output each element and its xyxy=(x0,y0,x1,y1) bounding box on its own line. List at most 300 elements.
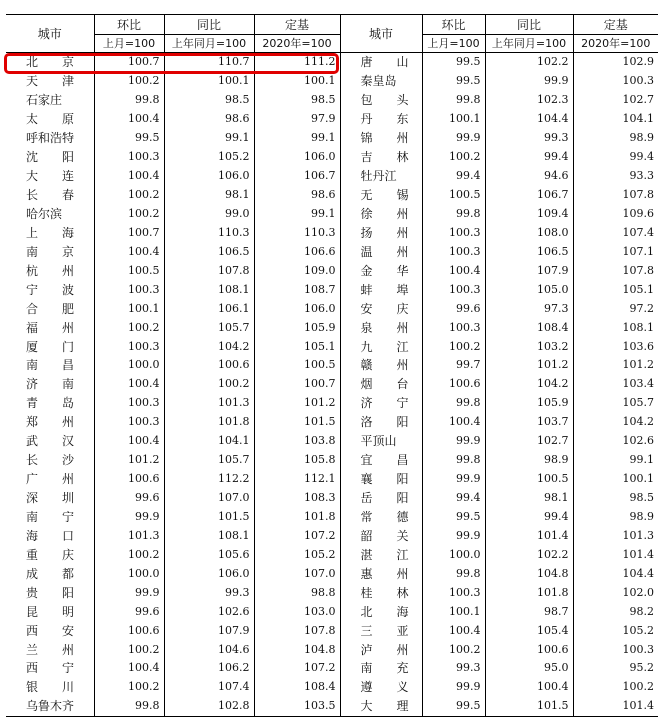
fixed-base-value-cell: 107.8 xyxy=(573,261,658,280)
mom-value-cell: 100.4 xyxy=(94,242,164,261)
city-name-cell: 重 庆 xyxy=(26,547,75,562)
table-row xyxy=(6,129,658,148)
yoy-value-cell: 101.3 xyxy=(164,394,254,413)
table-row xyxy=(6,318,658,337)
fixed-base-value-cell: 98.5 xyxy=(254,91,340,110)
city-column-header-left: 城市 xyxy=(6,15,94,53)
city-name-cell: 太 原 xyxy=(26,112,75,127)
mom-value-cell: 99.5 xyxy=(422,53,485,72)
city-name-cell: 金 华 xyxy=(340,261,422,280)
fixed-base-value-cell: 104.2 xyxy=(573,413,658,432)
fixed-base-value-cell: 100.1 xyxy=(573,470,658,489)
fixed-base-value-cell: 105.1 xyxy=(254,337,340,356)
price-index-table-container xyxy=(6,14,658,717)
table-row xyxy=(6,205,658,224)
table-row xyxy=(6,356,658,375)
yoy-subheader-left: 上年同月=100 xyxy=(164,35,254,53)
table-row xyxy=(6,394,658,413)
city-name-cell: 徐 州 xyxy=(340,205,422,224)
fixed-base-subheader-left: 2020年=100 xyxy=(254,35,340,53)
mom-value-cell: 100.3 xyxy=(94,413,164,432)
mom-value-cell: 99.9 xyxy=(94,583,164,602)
table-row xyxy=(6,508,658,527)
yoy-value-cell: 103.7 xyxy=(485,413,573,432)
mom-value-cell: 101.3 xyxy=(94,526,164,545)
fixed-base-value-cell: 100.2 xyxy=(573,678,658,697)
city-name-cell: 惠 州 xyxy=(340,564,422,583)
city-name-cell: 上 海 xyxy=(26,225,75,240)
yoy-value-cell: 98.5 xyxy=(164,91,254,110)
city-name-cell: 丹 东 xyxy=(340,110,422,129)
fixed-base-value-cell: 106.0 xyxy=(254,148,340,167)
mom-value-cell: 100.2 xyxy=(422,148,485,167)
city-name-cell: 宁 波 xyxy=(26,282,75,297)
city-name-cell: 宜 昌 xyxy=(340,451,422,470)
fixed-base-value-cell: 98.9 xyxy=(573,508,658,527)
yoy-value-cell: 102.2 xyxy=(485,53,573,72)
city-name-cell: 南 京 xyxy=(26,244,75,259)
yoy-value-cell: 105.7 xyxy=(164,318,254,337)
fixed-base-value-cell: 105.9 xyxy=(254,318,340,337)
city-name-cell: 秦皇岛 xyxy=(340,72,422,91)
city-name-cell: 三 亚 xyxy=(340,621,422,640)
mom-value-cell: 99.3 xyxy=(422,659,485,678)
fixed-base-subheader-right: 2020年=100 xyxy=(573,35,658,53)
city-name-cell: 南 充 xyxy=(340,659,422,678)
city-name-cell: 韶 关 xyxy=(340,526,422,545)
yoy-value-cell: 100.5 xyxy=(485,470,573,489)
yoy-value-cell: 107.9 xyxy=(164,621,254,640)
yoy-value-cell: 102.7 xyxy=(485,432,573,451)
table-row xyxy=(6,72,658,91)
fixed-base-value-cell: 107.2 xyxy=(254,526,340,545)
yoy-value-cell: 104.4 xyxy=(485,110,573,129)
fixed-base-value-cell: 97.2 xyxy=(573,299,658,318)
city-name-cell: 海 口 xyxy=(26,528,75,543)
city-name-cell: 南 昌 xyxy=(26,358,75,373)
fixed-base-value-cell: 108.1 xyxy=(573,318,658,337)
mom-value-cell: 100.4 xyxy=(94,659,164,678)
city-name-cell: 岳 阳 xyxy=(340,489,422,508)
yoy-value-cell: 110.7 xyxy=(164,53,254,72)
mom-value-cell: 99.8 xyxy=(94,91,164,110)
yoy-value-cell: 105.7 xyxy=(164,451,254,470)
yoy-value-cell: 108.1 xyxy=(164,280,254,299)
fixed-base-value-cell: 111.2 xyxy=(254,53,340,72)
fixed-base-value-cell: 97.9 xyxy=(254,110,340,129)
mom-value-cell: 99.5 xyxy=(422,508,485,527)
yoy-value-cell: 100.1 xyxy=(164,72,254,91)
fixed-base-value-cell: 101.2 xyxy=(254,394,340,413)
yoy-value-cell: 99.3 xyxy=(164,583,254,602)
fixed-base-value-cell: 102.7 xyxy=(573,91,658,110)
yoy-value-cell: 100.2 xyxy=(164,375,254,394)
city-name-cell: 兰 州 xyxy=(26,642,75,657)
mom-header-right: 环比 xyxy=(422,15,485,35)
city-name-cell: 扬 州 xyxy=(340,223,422,242)
fixed-base-value-cell: 103.5 xyxy=(254,697,340,716)
mom-value-cell: 99.9 xyxy=(94,508,164,527)
yoy-value-cell: 98.1 xyxy=(164,186,254,205)
fixed-base-value-cell: 103.4 xyxy=(573,375,658,394)
city-name-cell: 泉 州 xyxy=(340,318,422,337)
table-body xyxy=(6,53,658,717)
table-row xyxy=(6,261,658,280)
fixed-base-value-cell: 101.8 xyxy=(254,508,340,527)
mom-value-cell: 100.0 xyxy=(422,545,485,564)
mom-value-cell: 99.6 xyxy=(94,489,164,508)
mom-value-cell: 100.3 xyxy=(94,394,164,413)
table-row xyxy=(6,299,658,318)
fixed-base-value-cell: 99.1 xyxy=(254,129,340,148)
table-row xyxy=(6,621,658,640)
fixed-base-value-cell: 102.6 xyxy=(573,432,658,451)
table-row xyxy=(6,223,658,242)
city-name-cell: 广 州 xyxy=(26,472,75,487)
fixed-base-value-cell: 100.7 xyxy=(254,375,340,394)
mom-value-cell: 99.8 xyxy=(422,91,485,110)
mom-value-cell: 100.2 xyxy=(94,205,164,224)
city-name-cell: 武 汉 xyxy=(26,434,75,449)
mom-value-cell: 100.4 xyxy=(94,432,164,451)
city-name-cell: 桂 林 xyxy=(340,583,422,602)
yoy-value-cell: 100.6 xyxy=(485,640,573,659)
mom-value-cell: 100.3 xyxy=(422,280,485,299)
table-row xyxy=(6,526,658,545)
yoy-value-cell: 104.8 xyxy=(485,564,573,583)
yoy-value-cell: 100.6 xyxy=(164,356,254,375)
fixed-base-value-cell: 107.0 xyxy=(254,564,340,583)
fixed-base-value-cell: 107.4 xyxy=(573,223,658,242)
fixed-base-value-cell: 93.3 xyxy=(573,167,658,186)
fixed-base-value-cell: 101.3 xyxy=(573,526,658,545)
city-name-cell: 牡丹江 xyxy=(340,167,422,186)
fixed-base-value-cell: 107.8 xyxy=(254,621,340,640)
fixed-base-value-cell: 98.6 xyxy=(254,186,340,205)
mom-value-cell: 101.2 xyxy=(94,451,164,470)
yoy-value-cell: 107.8 xyxy=(164,261,254,280)
yoy-value-cell: 106.2 xyxy=(164,659,254,678)
mom-value-cell: 100.2 xyxy=(94,186,164,205)
fixed-base-value-cell: 105.7 xyxy=(573,394,658,413)
yoy-value-cell: 105.9 xyxy=(485,394,573,413)
yoy-value-cell: 95.0 xyxy=(485,659,573,678)
price-index-table xyxy=(6,14,658,717)
fixed-base-value-cell: 103.6 xyxy=(573,337,658,356)
mom-value-cell: 100.0 xyxy=(94,564,164,583)
mom-value-cell: 100.4 xyxy=(94,167,164,186)
city-name-cell: 赣 州 xyxy=(340,356,422,375)
city-name-cell: 大 理 xyxy=(340,697,422,716)
city-name-cell: 天 津 xyxy=(26,74,75,89)
fixed-base-value-cell: 106.0 xyxy=(254,299,340,318)
yoy-value-cell: 98.9 xyxy=(485,451,573,470)
mom-header-left: 环比 xyxy=(94,15,164,35)
yoy-value-cell: 105.2 xyxy=(164,148,254,167)
city-name-cell: 襄 阳 xyxy=(340,470,422,489)
city-name-cell: 乌鲁木齐 xyxy=(6,697,94,716)
mom-value-cell: 99.4 xyxy=(422,489,485,508)
mom-value-cell: 99.6 xyxy=(94,602,164,621)
yoy-value-cell: 106.7 xyxy=(485,186,573,205)
fixed-base-value-cell: 105.8 xyxy=(254,451,340,470)
yoy-value-cell: 104.1 xyxy=(164,432,254,451)
fixed-base-value-cell: 105.2 xyxy=(254,545,340,564)
fixed-base-value-cell: 101.5 xyxy=(254,413,340,432)
yoy-value-cell: 101.8 xyxy=(485,583,573,602)
table-row xyxy=(6,280,658,299)
fixed-base-value-cell: 101.4 xyxy=(573,545,658,564)
city-name-cell: 北 海 xyxy=(340,602,422,621)
mom-value-cell: 100.1 xyxy=(94,299,164,318)
fixed-base-value-cell: 108.4 xyxy=(254,678,340,697)
mom-value-cell: 100.3 xyxy=(422,242,485,261)
mom-value-cell: 100.2 xyxy=(94,678,164,697)
mom-value-cell: 100.5 xyxy=(94,261,164,280)
city-name-cell: 福 州 xyxy=(26,320,75,335)
city-name-cell: 长 春 xyxy=(26,188,75,203)
mom-value-cell: 100.4 xyxy=(94,110,164,129)
yoy-value-cell: 99.4 xyxy=(485,148,573,167)
mom-value-cell: 100.4 xyxy=(422,413,485,432)
mom-value-cell: 100.3 xyxy=(94,337,164,356)
city-name-cell: 杭 州 xyxy=(26,263,75,278)
yoy-value-cell: 105.0 xyxy=(485,280,573,299)
fixed-base-value-cell: 100.3 xyxy=(573,640,658,659)
table-row xyxy=(6,148,658,167)
mom-subheader-left: 上月=100 xyxy=(94,35,164,53)
city-name-cell: 蚌 埠 xyxy=(340,280,422,299)
yoy-value-cell: 99.3 xyxy=(485,129,573,148)
yoy-value-cell: 102.8 xyxy=(164,697,254,716)
fixed-base-value-cell: 108.7 xyxy=(254,280,340,299)
yoy-value-cell: 106.1 xyxy=(164,299,254,318)
table-row xyxy=(6,432,658,451)
yoy-value-cell: 101.5 xyxy=(485,697,573,716)
fixed-base-value-cell: 106.6 xyxy=(254,242,340,261)
beijing-row-highlight xyxy=(4,53,339,74)
fixed-base-value-cell: 104.1 xyxy=(573,110,658,129)
table-row xyxy=(6,564,658,583)
yoy-value-cell: 99.0 xyxy=(164,205,254,224)
city-name-cell: 吉 林 xyxy=(340,148,422,167)
mom-value-cell: 100.1 xyxy=(422,602,485,621)
yoy-value-cell: 106.5 xyxy=(485,242,573,261)
table-row xyxy=(6,186,658,205)
fixed-base-value-cell: 102.9 xyxy=(573,53,658,72)
table-row xyxy=(6,697,658,716)
mom-value-cell: 99.9 xyxy=(422,526,485,545)
fixed-base-value-cell: 103.8 xyxy=(254,432,340,451)
city-name-cell: 银 川 xyxy=(26,680,75,695)
fixed-base-header-right: 定基 xyxy=(573,15,658,35)
mom-value-cell: 100.2 xyxy=(94,318,164,337)
city-name-cell: 洛 阳 xyxy=(340,413,422,432)
mom-value-cell: 100.4 xyxy=(422,621,485,640)
mom-value-cell: 100.7 xyxy=(94,223,164,242)
yoy-value-cell: 101.5 xyxy=(164,508,254,527)
fixed-base-value-cell: 105.1 xyxy=(573,280,658,299)
fixed-base-value-cell: 101.4 xyxy=(573,697,658,716)
city-name-cell: 安 庆 xyxy=(340,299,422,318)
mom-subheader-right: 上月=100 xyxy=(422,35,485,53)
mom-value-cell: 99.9 xyxy=(422,470,485,489)
yoy-value-cell: 103.2 xyxy=(485,337,573,356)
yoy-value-cell: 104.2 xyxy=(485,375,573,394)
yoy-value-cell: 98.6 xyxy=(164,110,254,129)
yoy-value-cell: 102.2 xyxy=(485,545,573,564)
table-row xyxy=(6,602,658,621)
fixed-base-value-cell: 101.2 xyxy=(573,356,658,375)
fixed-base-value-cell: 105.2 xyxy=(573,621,658,640)
yoy-value-cell: 102.3 xyxy=(485,91,573,110)
city-name-cell: 呼和浩特 xyxy=(26,131,75,146)
yoy-value-cell: 100.4 xyxy=(485,678,573,697)
city-name-cell: 泸 州 xyxy=(340,640,422,659)
yoy-value-cell: 105.6 xyxy=(164,545,254,564)
table-row xyxy=(6,583,658,602)
table-row xyxy=(6,91,658,110)
yoy-value-cell: 98.1 xyxy=(485,489,573,508)
yoy-header-left: 同比 xyxy=(164,15,254,35)
mom-value-cell: 100.6 xyxy=(94,621,164,640)
mom-value-cell: 100.5 xyxy=(422,186,485,205)
table-row xyxy=(6,640,658,659)
fixed-base-value-cell: 98.2 xyxy=(573,602,658,621)
city-name-cell: 锦 州 xyxy=(340,129,422,148)
city-name-cell: 南 宁 xyxy=(26,509,75,524)
fixed-base-header-left: 定基 xyxy=(254,15,340,35)
mom-value-cell: 99.6 xyxy=(422,299,485,318)
mom-value-cell: 100.2 xyxy=(94,640,164,659)
yoy-value-cell: 101.2 xyxy=(485,356,573,375)
fixed-base-value-cell: 108.3 xyxy=(254,489,340,508)
mom-value-cell: 99.9 xyxy=(422,432,485,451)
yoy-value-cell: 101.8 xyxy=(164,413,254,432)
city-name-cell: 温 州 xyxy=(340,242,422,261)
city-name-cell: 郑 州 xyxy=(26,415,75,430)
fixed-base-value-cell: 102.0 xyxy=(573,583,658,602)
table-row xyxy=(6,659,658,678)
table-row xyxy=(6,489,658,508)
fixed-base-value-cell: 110.3 xyxy=(254,223,340,242)
yoy-value-cell: 105.4 xyxy=(485,621,573,640)
city-name-cell: 唐 山 xyxy=(340,53,422,72)
table-row xyxy=(6,242,658,261)
yoy-value-cell: 106.5 xyxy=(164,242,254,261)
mom-value-cell: 100.3 xyxy=(94,280,164,299)
yoy-value-cell: 110.3 xyxy=(164,223,254,242)
fixed-base-value-cell: 107.8 xyxy=(573,186,658,205)
city-name-cell: 沈 阳 xyxy=(26,150,75,165)
yoy-subheader-right: 上年同月=100 xyxy=(485,35,573,53)
yoy-value-cell: 109.4 xyxy=(485,205,573,224)
mom-value-cell: 100.3 xyxy=(94,148,164,167)
mom-value-cell: 100.2 xyxy=(94,72,164,91)
mom-value-cell: 100.3 xyxy=(422,583,485,602)
mom-value-cell: 99.8 xyxy=(94,697,164,716)
table-row xyxy=(6,337,658,356)
city-name-cell: 无 锡 xyxy=(340,186,422,205)
city-name-cell: 济 宁 xyxy=(340,394,422,413)
fixed-base-value-cell: 109.6 xyxy=(573,205,658,224)
mom-value-cell: 99.7 xyxy=(422,356,485,375)
city-name-cell: 长 沙 xyxy=(26,453,75,468)
yoy-value-cell: 98.7 xyxy=(485,602,573,621)
mom-value-cell: 99.5 xyxy=(422,697,485,716)
fixed-base-value-cell: 100.1 xyxy=(254,72,340,91)
city-name-cell: 合 肥 xyxy=(26,301,75,316)
city-name-cell: 济 南 xyxy=(26,377,75,392)
yoy-value-cell: 106.0 xyxy=(164,167,254,186)
city-name-cell: 常 德 xyxy=(340,508,422,527)
fixed-base-value-cell: 107.1 xyxy=(573,242,658,261)
mom-value-cell: 100.7 xyxy=(94,53,164,72)
fixed-base-value-cell: 99.1 xyxy=(254,205,340,224)
fixed-base-value-cell: 95.2 xyxy=(573,659,658,678)
table-row xyxy=(6,375,658,394)
city-name-cell: 北 京 xyxy=(26,55,75,70)
mom-value-cell: 100.4 xyxy=(94,375,164,394)
mom-value-cell: 100.2 xyxy=(422,640,485,659)
fixed-base-value-cell: 98.5 xyxy=(573,489,658,508)
yoy-value-cell: 102.6 xyxy=(164,602,254,621)
mom-value-cell: 100.2 xyxy=(422,337,485,356)
table-row xyxy=(6,545,658,564)
city-name-cell: 湛 江 xyxy=(340,545,422,564)
city-name-cell: 西 安 xyxy=(26,623,75,638)
mom-value-cell: 99.9 xyxy=(422,129,485,148)
fixed-base-value-cell: 104.4 xyxy=(573,564,658,583)
yoy-value-cell: 99.4 xyxy=(485,508,573,527)
yoy-value-cell: 108.4 xyxy=(485,318,573,337)
yoy-value-cell: 97.3 xyxy=(485,299,573,318)
city-name-cell: 厦 门 xyxy=(26,339,75,354)
mom-value-cell: 99.5 xyxy=(422,72,485,91)
city-name-cell: 大 连 xyxy=(26,169,75,184)
fixed-base-value-cell: 98.9 xyxy=(573,129,658,148)
mom-value-cell: 100.0 xyxy=(94,356,164,375)
city-name-cell: 石家庄 xyxy=(26,93,63,108)
city-name-cell: 贵 阳 xyxy=(26,585,75,600)
city-name-cell: 平顶山 xyxy=(340,432,422,451)
yoy-value-cell: 104.2 xyxy=(164,337,254,356)
mom-value-cell: 100.6 xyxy=(422,375,485,394)
city-name-cell: 昆 明 xyxy=(26,604,75,619)
city-name-cell: 成 都 xyxy=(26,566,75,581)
city-name-cell: 包 头 xyxy=(340,91,422,110)
yoy-value-cell: 108.1 xyxy=(164,526,254,545)
yoy-value-cell: 106.0 xyxy=(164,564,254,583)
mom-value-cell: 100.3 xyxy=(422,318,485,337)
table-row xyxy=(6,451,658,470)
fixed-base-value-cell: 104.8 xyxy=(254,640,340,659)
mom-value-cell: 100.1 xyxy=(422,110,485,129)
mom-value-cell: 99.4 xyxy=(422,167,485,186)
fixed-base-value-cell: 99.4 xyxy=(573,148,658,167)
table-header xyxy=(6,15,658,53)
mom-value-cell: 99.8 xyxy=(422,451,485,470)
city-name-cell: 烟 台 xyxy=(340,375,422,394)
mom-value-cell: 99.8 xyxy=(422,564,485,583)
city-name-cell: 九 江 xyxy=(340,337,422,356)
yoy-value-cell: 107.0 xyxy=(164,489,254,508)
fixed-base-value-cell: 106.7 xyxy=(254,167,340,186)
yoy-value-cell: 108.0 xyxy=(485,223,573,242)
yoy-value-cell: 107.4 xyxy=(164,678,254,697)
table-row xyxy=(6,678,658,697)
mom-value-cell: 100.3 xyxy=(422,223,485,242)
